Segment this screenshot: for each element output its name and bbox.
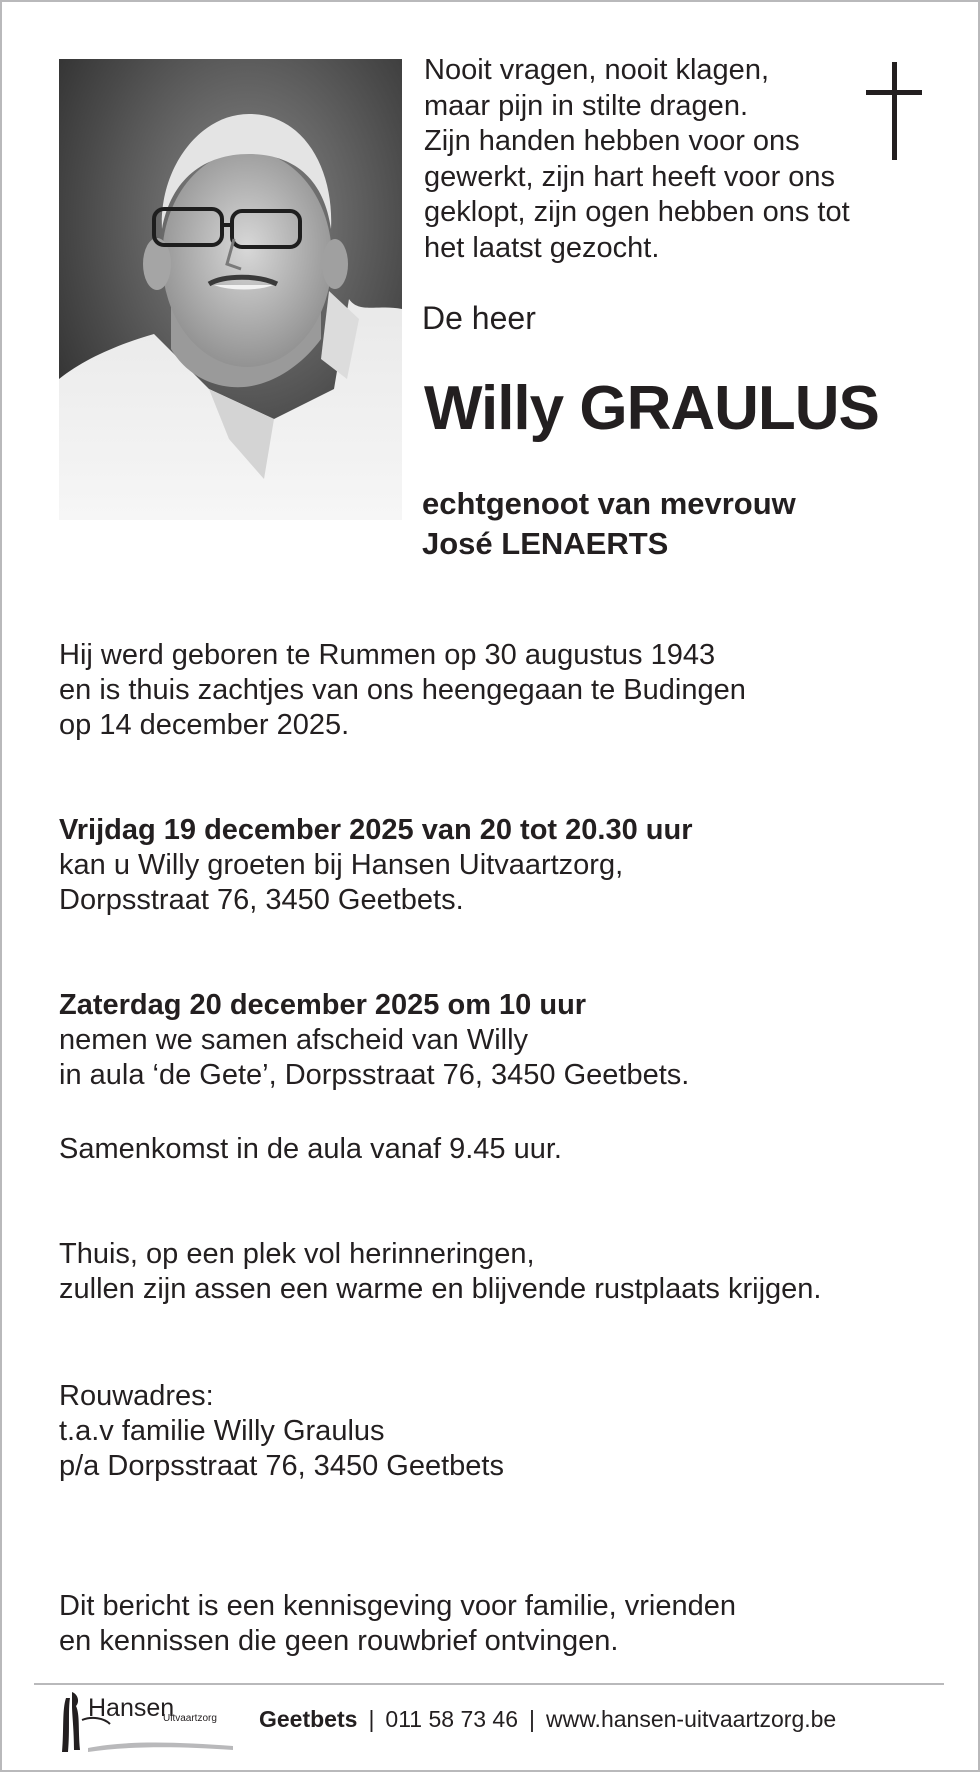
contact-footer xyxy=(259,1706,836,1733)
footer-website-link[interactable]: www.hansen-uitvaartzorg.be xyxy=(546,1706,837,1732)
honorific: De heer xyxy=(422,300,536,336)
farewell-heading: Zaterdag 20 december 2025 om 10 uur xyxy=(59,989,587,1021)
spouse-info xyxy=(422,484,796,564)
notice-line: Dit bericht is een kennisgeving voor familie, vrienden xyxy=(59,1590,737,1622)
poem-line: Nooit vragen, nooit klagen, xyxy=(424,54,769,86)
footer-separator: | xyxy=(529,1706,535,1732)
address-line: p/a Dorpsstraat 76, 3450 Geetbets xyxy=(59,1450,504,1482)
visitation-info xyxy=(59,813,692,918)
spouse-line: echtgenoot van mevrouw xyxy=(422,486,796,521)
resting-line: Thuis, op een plek vol herinneringen, xyxy=(59,1238,535,1270)
footer-phone[interactable]: 011 58 73 46 xyxy=(385,1706,519,1732)
birth-line: Hij werd geboren te Rummen op 30 augustus 1943 xyxy=(59,639,716,671)
resting-line: zullen zijn assen een warme en blijvende rustplaats krijgen. xyxy=(59,1273,822,1305)
cross-icon xyxy=(866,62,922,160)
footer-town: Geetbets xyxy=(259,1706,358,1732)
poem-line: gewerkt, zijn hart heeft voor ons xyxy=(424,160,836,193)
visitation-line: kan u Willy groeten bij Hansen Uitvaartzorg, xyxy=(59,849,624,881)
visitation-heading: Vrijdag 19 december 2025 van 20 tot 20.30 uur xyxy=(59,814,693,846)
poem xyxy=(424,53,904,266)
logo-subtitle: Uitvaartzorg xyxy=(163,1713,217,1724)
deceased-name: Willy GRAULUS xyxy=(424,374,879,443)
footer-divider xyxy=(34,1683,944,1685)
poem-line: geklopt, zijn ogen hebben ons tot xyxy=(424,196,850,228)
resting-place-info xyxy=(59,1237,821,1307)
footer-separator: | xyxy=(368,1706,375,1732)
farewell-line: in aula ‘de Gete’, Dorpsstraat 76, 3450 Geetbets. xyxy=(59,1059,690,1091)
logo-wordmark: Hansen xyxy=(88,1694,175,1722)
poem-line: maar pijn in stilte dragen. xyxy=(424,89,748,122)
address-line: Rouwadres: xyxy=(59,1380,214,1412)
poem-line: het laatst gezocht. xyxy=(424,231,660,264)
mourning-address xyxy=(59,1379,504,1484)
visitation-line: Dorpsstraat 76, 3450 Geetbets. xyxy=(59,884,464,916)
birth-death-info xyxy=(59,638,746,743)
birth-line: en is thuis zachtjes van ons heengegaan te Budingen xyxy=(59,674,746,706)
notice-text xyxy=(59,1589,736,1659)
farewell-line: nemen we samen afscheid van Willy xyxy=(59,1024,529,1056)
gathering-info: Samenkomst in de aula vanaf 9.45 uur. xyxy=(59,1133,562,1165)
notice-line: en kennissen die geen rouwbrief ontvingen. xyxy=(59,1625,619,1657)
farewell-info xyxy=(59,988,689,1093)
poem-line: Zijn handen hebben voor ons xyxy=(424,125,800,157)
spouse-line: José LENAERTS xyxy=(422,526,669,561)
birth-line: op 14 december 2025. xyxy=(59,709,350,741)
portrait-photo xyxy=(59,59,402,520)
address-line: t.a.v familie Willy Graulus xyxy=(59,1415,385,1447)
